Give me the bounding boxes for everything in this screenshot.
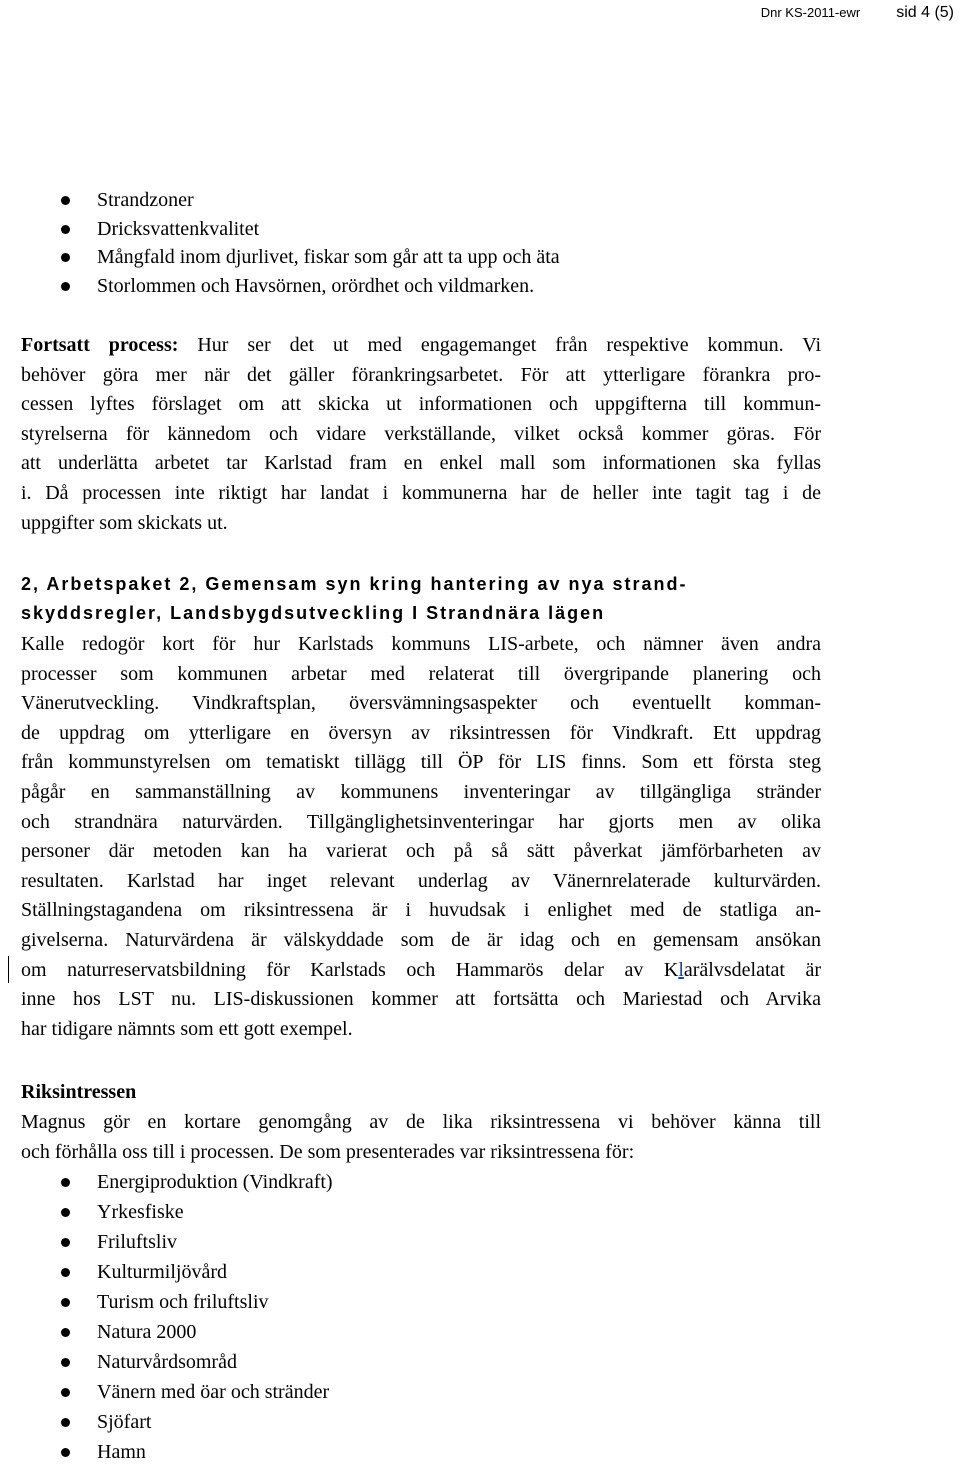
paragraph-line: personer där metoden kan ha varierat och på så sätt påverkat jämförbarheten av <box>21 840 821 863</box>
bullet-icon <box>61 1448 70 1457</box>
bullet-icon <box>61 1358 70 1367</box>
paragraph-line: Magnus gör en kortare genomgång av de lika riksintressena vi behöver känna till <box>21 1111 821 1133</box>
paragraph-line: de uppdrag om ytterligare en översyn av riksintressen för Vindkraft. Ett uppdrag <box>21 721 821 744</box>
paragraph-line: styrelserna för kännedom och vidare verkställande, vilket också kommer göras. För <box>21 422 821 445</box>
paragraph-line: har tidigare nämnts som ett gott exempel. <box>21 1017 353 1040</box>
bullet-icon <box>61 282 70 291</box>
paragraph-line: uppgifter som skickats ut. <box>21 511 228 534</box>
paragraph-line: cessen lyftes förslaget om att skicka ut informationen och uppgifterna till kommun- <box>21 393 821 416</box>
paragraph-line: Kalle redogör kort för hur Karlstads kommuns LIS-arbete, och nämner även andra <box>21 633 821 655</box>
paragraph-line: pågår en sammanställning av kommunens inventeringar av tillgängliga stränder <box>21 780 821 803</box>
riksintressen-paragraph <box>21 1108 821 1167</box>
paragraph-line: givelserna. Naturvärdena är välskyddade som de är idag och en gemensam ansökan <box>21 928 821 951</box>
page-number: sid 4 (5) <box>896 4 954 21</box>
section-heading-riksintressen: Riksintressen <box>21 1081 137 1103</box>
list-item: Vänern med öar och stränder <box>0 1377 333 1407</box>
bullet-icon <box>61 196 70 205</box>
paragraph-label: Fortsatt process: <box>21 334 179 356</box>
tracked-insertion: l <box>678 958 684 981</box>
list-item: Naturvårdsområd <box>0 1347 333 1377</box>
paragraph-line: att underlätta arbetet tar Karlstad fram en enkel mall som informationen ska fyllas <box>21 452 821 475</box>
paragraph-line: och strandnära naturvärden. Tillgänglighetsinventeringar har gjorts men av olika <box>21 810 821 833</box>
lis-paragraph <box>21 630 821 1044</box>
paragraph-line: om naturreservatsbildning för Karlstads och Hammarös delar av Klarälvsdelatat är <box>21 958 821 981</box>
fortsatt-process-paragraph <box>21 331 821 538</box>
paragraph-line: Vänerutveckling. Vindkraftsplan, översvämningsaspekter och eventuellt komman- <box>21 692 821 715</box>
paragraph-line: i. Då processen inte riktigt har landat i kommunerna har de heller inte tagit tag i de <box>21 481 821 504</box>
list-item: Storlommen och Havsörnen, orördhet och vildmarken. <box>0 272 560 301</box>
paragraph-line: från kommunstyrelsen om tematiskt tillägg till ÖP för LIS finns. Som ett första steg <box>21 751 821 774</box>
section-heading-arbetspaket-2: 2, Arbetspaket 2, Gemensam syn kring hantering av nya strand- skyddsregler, Landsbygdsutveckling I Strandnära lägen <box>21 574 688 623</box>
paragraph-line: Fortsatt process: Hur ser det ut med engagemanget från respektive kommun. Vi <box>21 334 822 356</box>
list-item: Turism och friluftsliv <box>0 1287 333 1317</box>
bullet-icon <box>61 225 70 234</box>
riksintressen-list <box>0 1167 333 1467</box>
list-item: Hamn <box>0 1437 333 1467</box>
bullet-icon <box>61 253 70 262</box>
bullet-icon <box>61 1388 70 1397</box>
bullet-icon <box>61 1238 70 1247</box>
paragraph-line: inne hos LST nu. LIS-diskussionen kommer att fortsätta och Mariestad och Arvika <box>21 988 821 1011</box>
list-item: Yrkesfiske <box>0 1197 333 1227</box>
list-item: Mångfald inom djurlivet, fiskar som går att ta upp och äta <box>0 243 560 272</box>
list-item: Friluftsliv <box>0 1227 333 1257</box>
list-item: Natura 2000 <box>0 1317 333 1347</box>
bullet-icon <box>61 1328 70 1337</box>
paragraph-line: och förhålla oss till i processen. De som presenterades var riksintressena för: <box>21 1140 635 1163</box>
paragraph-line: processer som kommunen arbetar med relaterat till övergripande planering och <box>21 662 821 685</box>
paragraph-line: Ställningstagandena om riksintressena är i huvudsak i enlighet med de statliga an- <box>21 899 821 922</box>
paragraph-line: resultaten. Karlstad har inget relevant underlag av Vänernrelaterade kulturvärden. <box>21 869 821 892</box>
bullet-icon <box>61 1178 70 1187</box>
list-item: Energiproduktion (Vindkraft) <box>0 1167 333 1197</box>
topic-list <box>0 186 560 300</box>
page-header <box>761 4 954 22</box>
bullet-icon <box>61 1298 70 1307</box>
list-item: Sjöfart <box>0 1407 333 1437</box>
document-number: Dnr KS-2011-ewr <box>760 5 861 20</box>
bullet-icon <box>61 1208 70 1217</box>
revision-bar <box>8 956 9 983</box>
bullet-icon <box>61 1418 70 1427</box>
list-item: Strandzoner <box>0 186 560 215</box>
list-item: Dricksvattenkvalitet <box>0 215 560 244</box>
list-item: Kulturmiljövård <box>0 1257 333 1287</box>
paragraph-line: behöver göra mer när det gäller förankringsarbetet. För att ytterligare förankra pro- <box>21 363 821 386</box>
bullet-icon <box>61 1268 70 1277</box>
